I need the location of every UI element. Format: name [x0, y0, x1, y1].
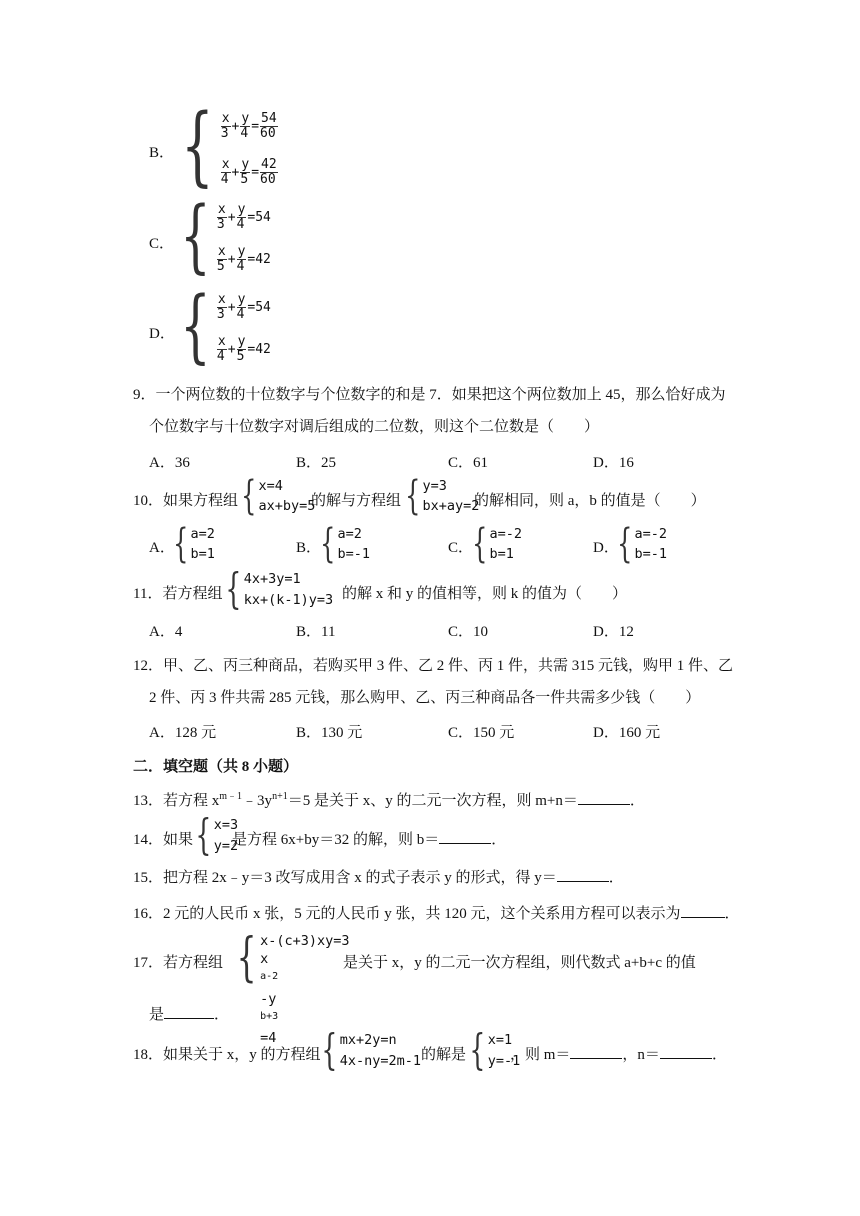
q12-option-a: A．128 元 — [149, 725, 217, 741]
q9-option-a: A．36 — [149, 455, 190, 471]
q18-post: ，则 m＝ ，n＝ ． — [510, 1043, 727, 1064]
q14-pre: 14．如果 — [133, 832, 194, 848]
q10-post: 的解相同，则 a，b 的值是（ ） — [474, 493, 706, 509]
q16-answer-blank[interactable] — [681, 903, 725, 918]
q17-system: { x-(c+3)xy=3 x $^{a-2}$ -y $^{b+3}$ =4 — [236, 928, 350, 1046]
q11-system: { 4x+3y=1 kx+(k-1)y=3 — [225, 564, 334, 613]
option-c-label: C． — [149, 236, 175, 252]
q14-post: 是方程 6x+by＝32 的解，则 b＝ ． — [232, 828, 506, 849]
q13: 13．若方程 $x^{m﹣1}﹣3y^{n+1}=5$ 是关于 x、y 的二元一次方程，则 m+n＝ ． — [133, 791, 645, 809]
q10-option-c: { a=-2 b=1 — [472, 521, 522, 567]
q14-answer-blank[interactable] — [439, 829, 491, 844]
q10-option-a: { a=2 b=1 — [173, 521, 215, 567]
q10-system-1: { x=4 ax+by=5 — [241, 473, 316, 519]
q18-m-blank[interactable] — [570, 1044, 622, 1059]
q10-option-b-label: B． — [296, 540, 322, 556]
q9-line1: 9．一个两位数的十位数字与个位数字的和是 7．如果把这个两位数加上 45，那么恰好成为 — [133, 387, 726, 403]
option-b-system — [170, 96, 279, 196]
option-b-eq2: $\frac{x}{4}$ + $\frac{y}{5}$ = $\frac{42}{60}$ — [220, 156, 277, 187]
section-title: 二．填空题（共 8 小题） — [133, 759, 299, 775]
q18-solution: { x=1 y=-1 — [469, 1025, 521, 1074]
q18-pre: 18．如果关于 x，y 的方程组 — [133, 1047, 321, 1063]
q11-option-a: A．4 — [149, 624, 183, 640]
q10-option-a-label: A． — [149, 540, 175, 556]
q12-line1: 12．甲、乙、丙三种商品，若购买甲 3 件、乙 2 件、丙 1 件，共需 315 元钱，购甲 1 件、乙 — [133, 658, 734, 674]
q10-mid: 的解与方程组 — [311, 493, 402, 509]
q11-pre: 11．若方程组 — [133, 586, 223, 602]
q15-answer-blank[interactable] — [557, 867, 609, 882]
q11-post: 的解 x 和 y 的值相等，则 k 的值为（ ） — [342, 586, 628, 602]
q10-system-2: { y=3 bx+ay=2 — [405, 473, 480, 519]
q17-pre: 17．若方程组 — [133, 955, 224, 971]
option-b-eq1: $\frac{x}{3}$ + $\frac{y}{4}$ = $\frac{54}{60}$ — [220, 110, 277, 141]
q10-option-b: { a=2 b=-1 — [320, 521, 370, 567]
brace: { — [180, 279, 211, 372]
brace: { — [180, 189, 211, 282]
q14-system: { x=3 y=2 — [195, 810, 239, 859]
q11-option-b: B．11 — [296, 624, 336, 640]
q15: 15．把方程 2x﹣y＝3 改写成用含 x 的式子表示 y 的形式，得 y＝ ． — [133, 866, 624, 887]
option-d-system: { $\frac{x}{3}$ + $\frac{y}{4}$ =54 $\frac{x}{4}$ + $\frac{y}{5}$ =42 — [180, 279, 271, 372]
q18-mid: 的解是 — [421, 1047, 467, 1063]
q17-post: 是关于 x，y 的二元一次方程组，则代数式 a+b+c 的值 — [343, 955, 696, 971]
q9-option-c: C．61 — [448, 455, 489, 471]
q12-option-c: C．150 元 — [448, 725, 515, 741]
brace: { — [180, 96, 214, 196]
q10-option-d: { a=-2 b=-1 — [617, 521, 667, 567]
option-b-label: B． — [149, 145, 175, 161]
q10-pre: 10．如果方程组 — [133, 493, 239, 509]
q17-line2: 是 ． — [149, 1003, 229, 1024]
q12-option-d: D．160 元 — [593, 725, 661, 741]
q18-system: { mx+2y=n 4x-ny=2m-1 — [321, 1025, 422, 1074]
q11-option-c: C．10 — [448, 624, 489, 640]
q9-option-d: D．16 — [593, 455, 634, 471]
q17-answer-blank[interactable] — [164, 1004, 214, 1019]
q11-option-d: D．12 — [593, 624, 634, 640]
q10-option-d-label: D． — [593, 540, 619, 556]
q9-line2: 个位数字与十位数字对调后组成的二位数，则这个二位数是（ ） — [149, 419, 600, 435]
q12-option-b: B．130 元 — [296, 725, 363, 741]
option-d-label: D． — [149, 326, 175, 342]
q12-line2: 2 件、丙 3 件共需 285 元钱，那么购甲、乙、丙三种商品各一件共需多少钱（ ） — [149, 690, 701, 706]
q10-option-c-label: C． — [448, 540, 474, 556]
q16: 16．2 元的人民币 x 张，5 元的人民币 y 张，共 120 元，这个关系用方程可以表示为 ． — [133, 902, 740, 923]
q13-answer-blank[interactable] — [578, 790, 630, 805]
q18-n-blank[interactable] — [660, 1044, 712, 1059]
q9-option-b: B．25 — [296, 455, 337, 471]
option-c-system: { $\frac{x}{3}$ + $\frac{y}{4}$ =54 $\frac{x}{5}$ + $\frac{y}{4}$ =42 — [180, 189, 271, 282]
